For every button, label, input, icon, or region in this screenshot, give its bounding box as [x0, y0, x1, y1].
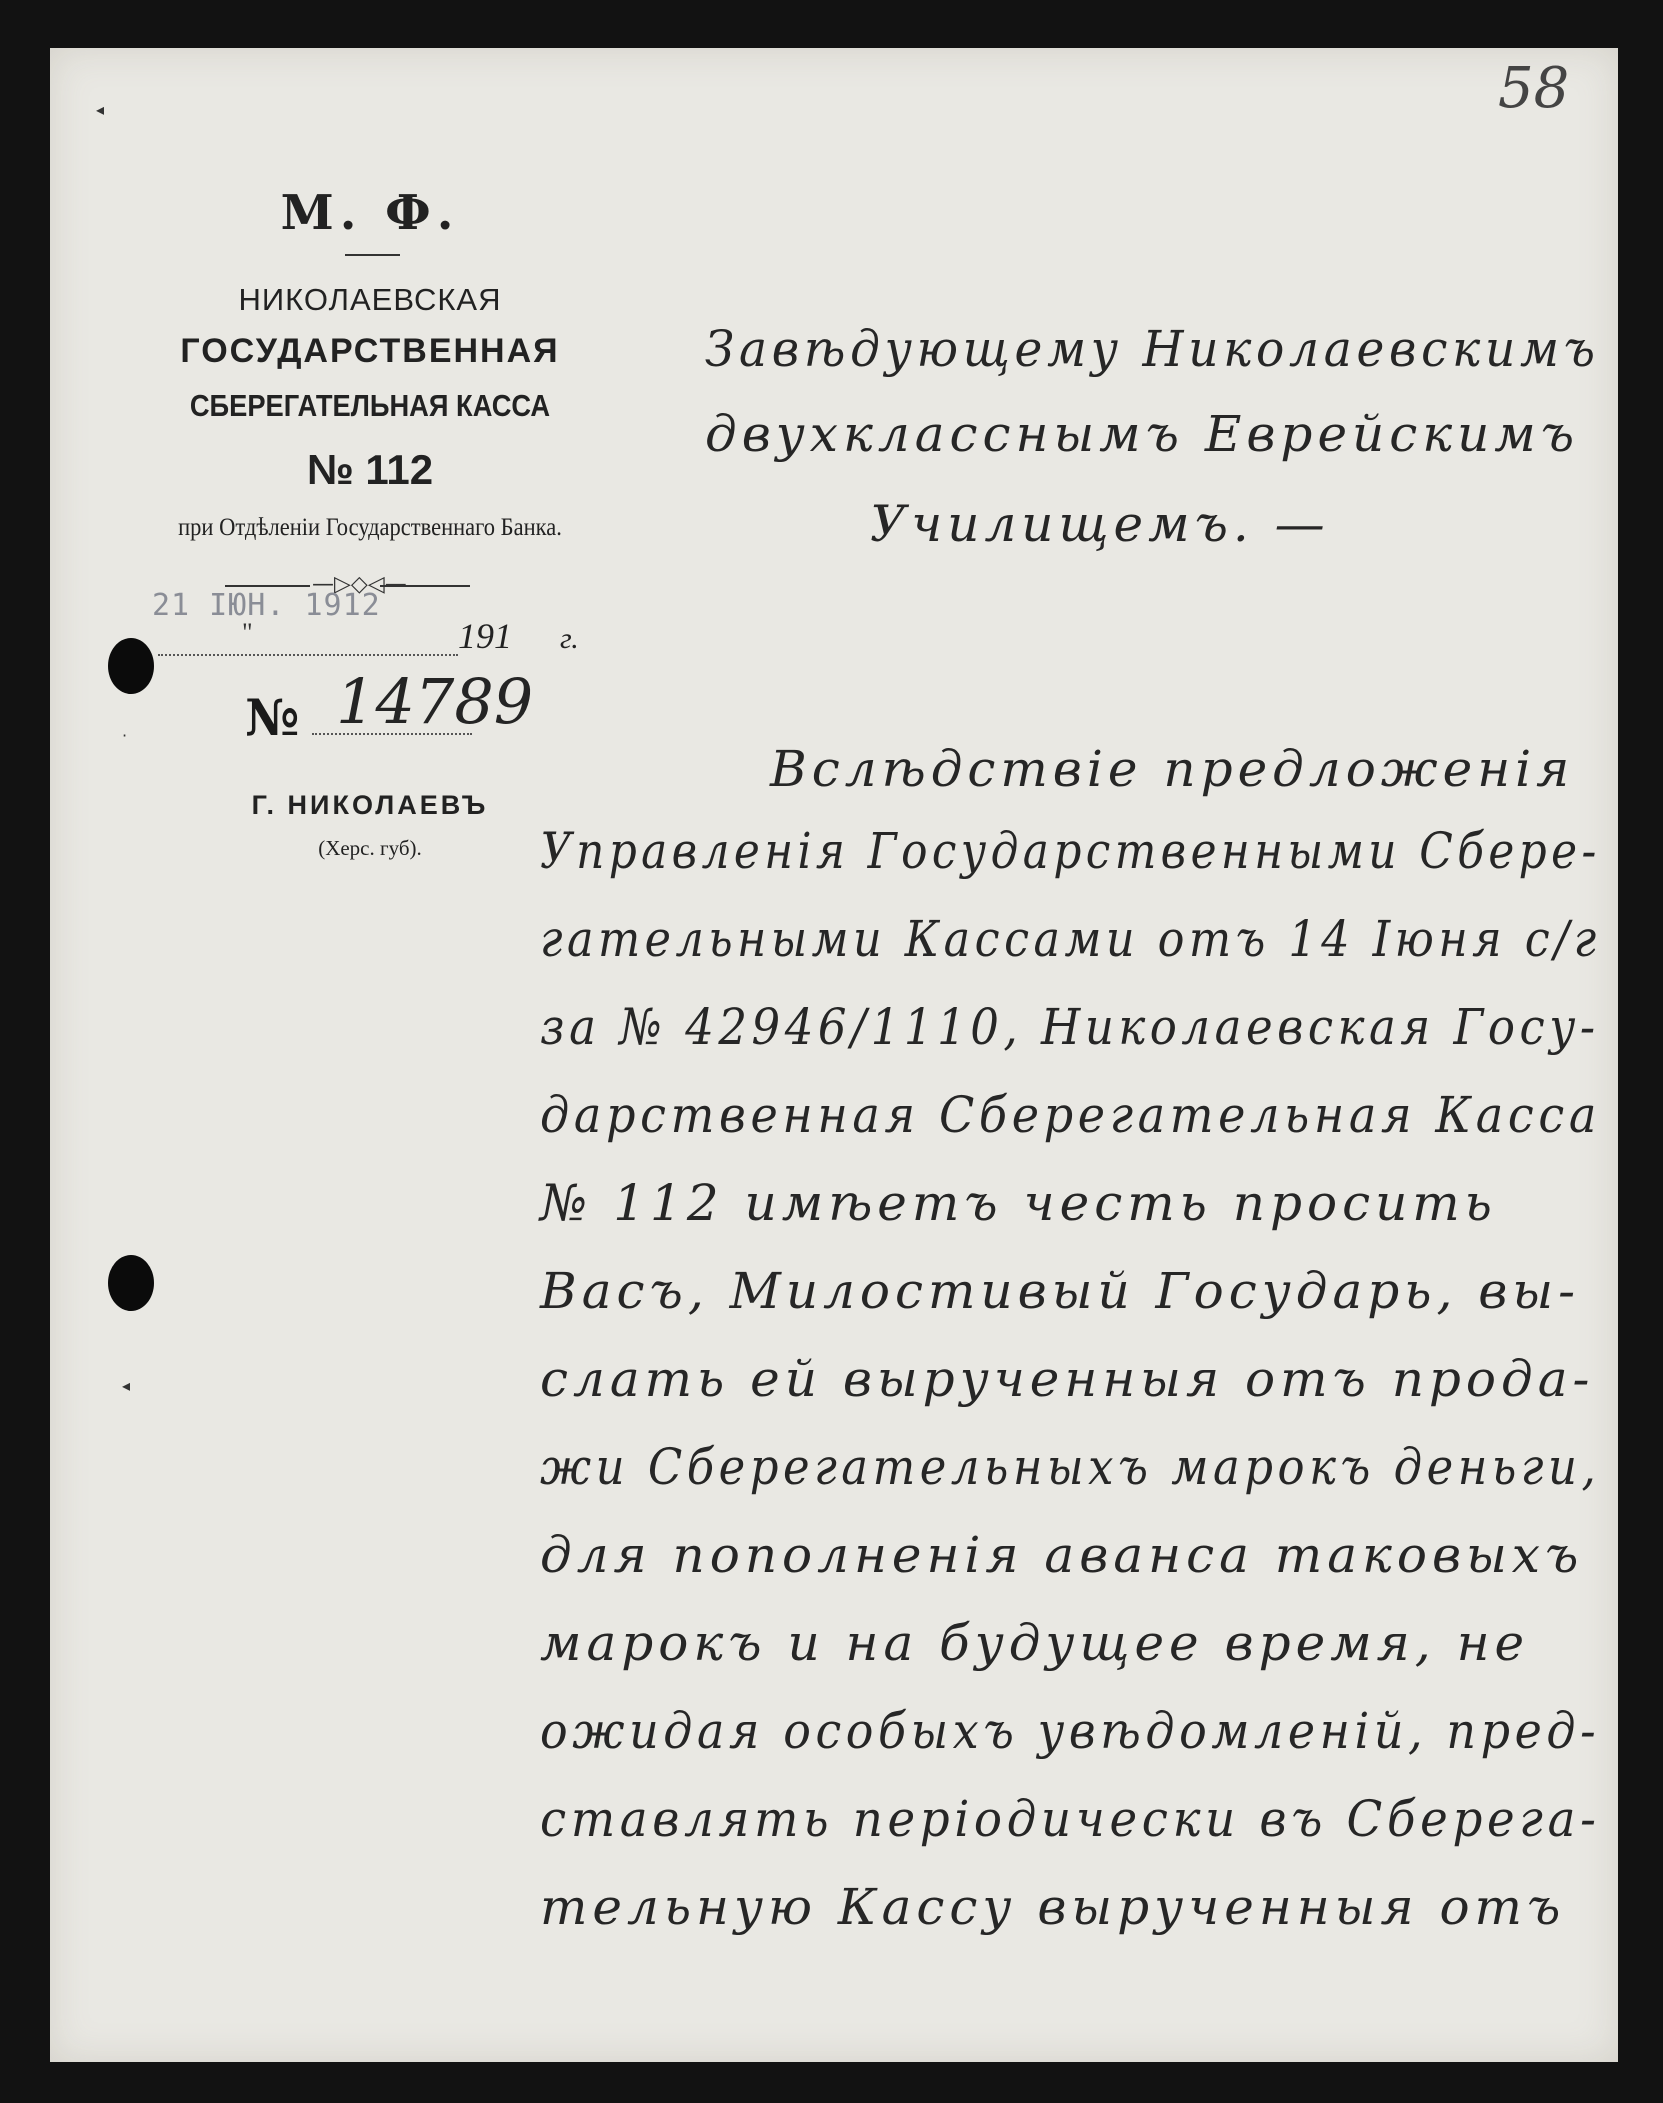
- body-line: № 112 имѣетъ честь просить: [540, 1174, 1497, 1232]
- body-line: Управленія Государственными Сбере-: [540, 822, 1601, 880]
- body-line: гательными Кассами отъ 14 Іюня с/г: [540, 910, 1601, 968]
- letterhead-line-3: СБЕРЕГАТЕЛЬНАЯ КАССА: [189, 388, 551, 423]
- margin-mark: ◂: [96, 100, 105, 119]
- body-line: Васъ, Милостивый Государь, вы-: [540, 1262, 1580, 1320]
- body-line: дарственная Сберегательная Касса: [540, 1086, 1601, 1144]
- body-line: Вслѣдствіе предложенія: [770, 740, 1575, 798]
- body-line: для пополненія аванса таковыхъ: [540, 1526, 1584, 1584]
- number-dotted-line: [312, 733, 472, 735]
- body-line: марокъ и на будущее время, не: [540, 1614, 1530, 1672]
- addressee-line: Училищемъ. —: [870, 495, 1330, 553]
- margin-mark: ◂: [122, 1376, 131, 1395]
- year-suffix: г.: [560, 622, 579, 655]
- ministry-initials: М. Ф.: [280, 185, 460, 241]
- body-line: жи Сберегательныхъ марокъ деньги,: [540, 1438, 1601, 1496]
- ornament: —▷◇◁—: [312, 572, 407, 597]
- date-stamp: 21 ІЮН. 1912: [152, 588, 381, 623]
- letterhead-line-2: ГОСУДАРСТВЕННАЯ: [180, 332, 560, 370]
- archive-page-number: 58: [1498, 56, 1570, 121]
- letterhead-city: Г. НИКОЛАЕВЪ: [251, 790, 489, 820]
- letterhead-number: № 112: [306, 446, 434, 493]
- divider: [225, 585, 310, 587]
- outgoing-number-sign: №: [245, 688, 300, 747]
- divider: [345, 254, 400, 256]
- addressee-line: Завѣдующему Николаевскимъ: [705, 320, 1600, 378]
- body-line: ставлять періодически въ Сберега-: [540, 1790, 1601, 1848]
- body-line: ожидая особыхъ увѣдомленій, пред-: [540, 1702, 1601, 1760]
- letterhead-province: (Херс. губ).: [318, 836, 422, 860]
- body-line: тельную Кассу вырученныя отъ: [540, 1878, 1566, 1936]
- body-line: слать ей вырученныя отъ прода-: [540, 1350, 1595, 1408]
- punch-hole-bottom: [108, 1255, 154, 1311]
- letterhead-line-1: НИКОЛАЕВСКАЯ: [238, 282, 502, 317]
- outgoing-number: 14789: [336, 665, 534, 738]
- date-quote-mark: ": [242, 618, 253, 647]
- addressee-line: двухкласснымъ Еврейскимъ: [705, 405, 1580, 463]
- punch-hole-top: [108, 638, 154, 694]
- margin-mark: ·: [122, 726, 128, 745]
- divider: [380, 585, 470, 587]
- body-line: за № 42946/1110, Николаевская Госу-: [540, 998, 1600, 1056]
- year-prefix: 191: [458, 616, 512, 656]
- letterhead-branch: при Отдѣленіи Государственнаго Банка.: [178, 514, 562, 541]
- date-dotted-line: [158, 654, 458, 656]
